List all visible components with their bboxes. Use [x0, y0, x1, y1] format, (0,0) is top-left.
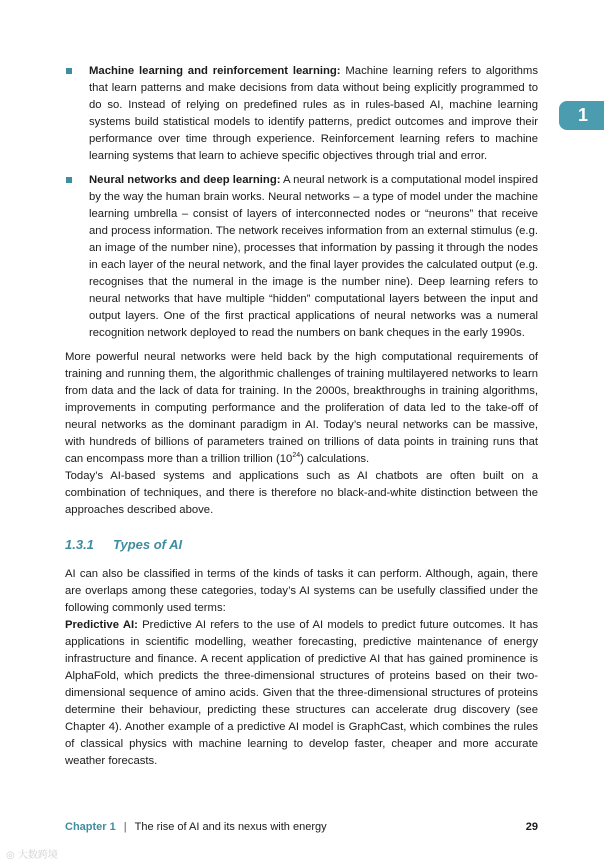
section-title: Types of AI [113, 537, 183, 552]
superscript-exponent: 24 [292, 452, 301, 460]
section-number: 1.3.1 [65, 537, 94, 552]
footer-separator: | [123, 821, 127, 833]
paragraph-text: Predictive AI refers to the use of AI models to predict future outcomes. It has applications in scientific modelling, weather forecasting, predictive maintenance of energy infrastructure and finance. A recent application of predictive AI that has gained prominence is AlphaFold, which predicts the three-dimensional structures of proteins based on their two-dimensional sequence of amino acids. Given that the three-dimensional structures of proteins determine their behaviour, predicting these structures can accelerate drug discovery (see Chapter 4). Another example of a predictive AI model is GraphCast, which combines the rules of classical physics with machine learning to develop faster, cheaper and more accurate weather forecasts. [65, 619, 539, 767]
bullet-text: A neural network is a computational model inspired by the way the human brain works. Neural networks – a type of model under the machine learning umbrella – consist of layers of interconnected nodes or “neurons” that receive and process information. The network receives information from an external stimulus (e.g. an image of the number nine), processes that information by passing it through the nodes in each layer of the neural network, and the final layer provides the calculated output (e.g. recognises that the numeral in the image is the number nine). Deep learning refers to neural networks that have multiple “hidden” computational layers between the input and output layers. One of the first practical applications of neural networks was a numeral recognition network deployed to read the numbers on bank cheques in the early 1990s. [89, 174, 538, 339]
chapter-tab: 1 [559, 101, 604, 130]
body-paragraph-predictive-ai [65, 617, 538, 770]
predictive-ai-term: Predictive AI: [65, 619, 138, 631]
bullet-paragraph [89, 172, 538, 342]
bullet-term: Machine learning and reinforcement learning: [89, 65, 341, 77]
bullet-paragraph [89, 63, 538, 165]
bullet-term: Neural networks and deep learning: [89, 174, 281, 186]
bullet-item-machine-learning [65, 63, 538, 165]
square-bullet-icon [66, 177, 72, 183]
page-content [65, 63, 538, 770]
footer-chapter-title: The rise of AI and its nexus with energy [134, 821, 327, 833]
page-footer [65, 818, 538, 836]
section-heading [65, 536, 538, 554]
watermark-logo [6, 846, 58, 861]
square-bullet-icon [66, 68, 72, 74]
watermark-icon: ◎ [6, 850, 15, 861]
bullet-text: Machine learning refers to algorithms that learn patterns and make decisions from data without being explicitly programmed to do so. Instead of relying on predefined rules as in rules-based AI, machine learning systems build statistical models to identify patterns, predict outcomes and improve their performance over time through experience. Reinforcement learning refers to machine learning systems that learn to achieve specific objectives through trial and error. [89, 65, 538, 162]
watermark-text: 大数跨境 [17, 850, 58, 861]
body-paragraph-classification: AI can also be classified in terms of the kinds of tasks it can perform. Although, again, there are overlaps among these categories, today’s AI systems can be usefully classified under the following commonly used terms: [65, 568, 538, 614]
paragraph-text: More powerful neural networks were held back by the high computational requirements of training and running them, the algorithmic challenges of training multilayered networks to learn from data and the lack of data for training. In the 2000s, breakthroughs in training algorithms, improvements in computing performance and the proliferation of data led to the take-off of neural networks as the dominant paradigm in AI. Today’s neural networks can be massive, with hundreds of billions of parameters trained on trillions of data points in training runs that can encompass more than a trillion trillion (10 [65, 351, 538, 465]
body-paragraph-combination: Today’s AI-based systems and applications such as AI chatbots are often built on a combination of techniques, and there is therefore no black-and-white distinction between the approaches described above. [65, 470, 538, 516]
page-number: 29 [525, 821, 538, 833]
footer-chapter-label: Chapter 1 [65, 821, 116, 833]
bullet-item-neural-networks [65, 172, 538, 342]
paragraph-text-end: ) calculations. [300, 453, 370, 465]
body-paragraph-neural-history [65, 349, 538, 468]
